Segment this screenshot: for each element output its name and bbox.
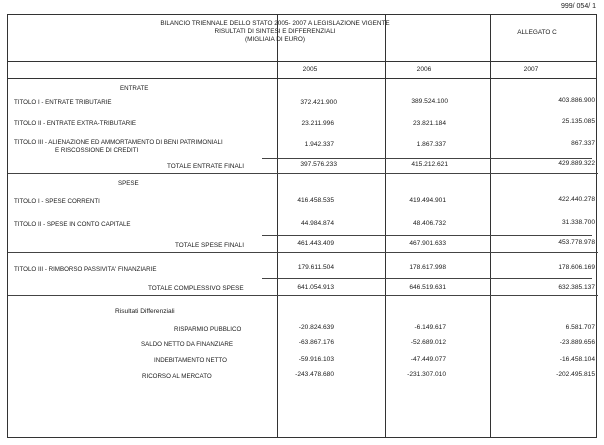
value-totale-complessivo-2007: 632.385.137	[558, 284, 595, 291]
row-label-titolo-1-entrate: TITOLO I - ENTRATE TRIBUTARIE	[14, 99, 112, 106]
row-label-totale-spese: TOTALE SPESE FINALI	[175, 242, 245, 249]
divider-after-complessivo	[8, 295, 598, 296]
year-2005: 2005	[302, 66, 318, 73]
title-line-2: RISULTATI DI SINTESI E DIFFERENZIALI	[214, 28, 336, 35]
row-label-ricorso: RICORSO AL MERCATO	[142, 373, 212, 380]
row-label-indebitamento: INDEBITAMENTO NETTO	[154, 357, 227, 364]
section-entrate: ENTRATE	[120, 85, 149, 92]
value-titolo-1-entrate-2006: 389.524.100	[411, 98, 448, 105]
value-ricorso-2006: -231.307.010	[407, 371, 446, 378]
row-label-totale-complessivo: TOTALE COMPLESSIVO SPESE	[148, 285, 244, 292]
value-risparmio-2007: 6.581.707	[565, 324, 595, 331]
value-ricorso-2007: -202.495.815	[556, 371, 595, 378]
value-titolo-1-spese-2005: 416.458.535	[297, 197, 334, 204]
value-totale-spese-2006: 467.901.633	[409, 240, 446, 247]
value-titolo-2-spese-2007: 31.338.700	[561, 219, 595, 226]
value-saldo-netto-2007: -23.889.656	[559, 339, 595, 346]
value-titolo-1-spese-2007: 422.440.278	[558, 196, 595, 203]
divider-after-spese	[8, 252, 598, 253]
years-divider	[8, 78, 596, 79]
value-indebitamento-2007: -16.458.104	[559, 356, 595, 363]
value-totale-entrate-2006: 415.212.621	[411, 161, 448, 168]
value-titolo-2-spese-2005: 44.984.874	[300, 220, 334, 227]
subtotal-line-complessivo	[262, 278, 592, 279]
column-divider-2007	[490, 15, 491, 437]
value-indebitamento-2005: -59.916.103	[298, 356, 334, 363]
value-titolo-1-entrate-2005: 372.421.900	[300, 99, 337, 106]
value-saldo-netto-2005: -63.867.176	[298, 339, 334, 346]
value-totale-entrate-2007: 429.889.322	[558, 160, 595, 167]
header-divider	[8, 61, 596, 62]
row-label-titolo-3-entrate-cont: E RISCOSSIONE DI CREDITI	[55, 147, 139, 154]
title-line-1: BILANCIO TRIENNALE DELLO STATO 2005- 2007 A LEGISLAZIONE VIGENTE	[160, 20, 390, 27]
subtotal-line-entrate	[262, 158, 592, 159]
value-titolo-1-spese-2006: 419.494.901	[409, 197, 446, 204]
value-ricorso-2005: -243.478.680	[295, 371, 334, 378]
value-totale-spese-2007: 453.778.978	[558, 239, 595, 246]
value-risparmio-2005: -20.824.639	[298, 324, 334, 331]
value-rimborso-2007: 178.606.169	[558, 264, 595, 271]
year-2006: 2006	[416, 66, 432, 73]
section-spese: SPESE	[118, 180, 139, 187]
row-label-titolo-1-spese: TITOLO I - SPESE CORRENTI	[14, 198, 100, 205]
value-rimborso-2006: 178.617.998	[409, 264, 446, 271]
document-code: 999/ 054/ 1	[560, 3, 596, 10]
row-label-titolo-2-spese: TITOLO II - SPESE IN CONTO CAPITALE	[14, 221, 131, 228]
value-titolo-3-entrate-2007: 867.337	[571, 140, 595, 147]
title-line-3: (MIGLIAIA DI EURO)	[244, 36, 305, 43]
value-titolo-2-entrate-2007: 25.135.085	[561, 118, 595, 125]
subtotal-line-spese	[262, 235, 592, 236]
report-title	[130, 20, 420, 44]
value-totale-complessivo-2006: 646.519.631	[409, 284, 446, 291]
value-totale-complessivo-2005: 641.054.913	[297, 284, 334, 291]
row-label-titolo-2-entrate: TITOLO II - ENTRATE EXTRA-TRIBUTARIE	[14, 120, 137, 127]
divider-after-entrate	[8, 173, 598, 174]
value-titolo-2-spese-2006: 48.406.732	[412, 220, 446, 227]
value-risparmio-2006: -6.149.617	[414, 324, 446, 331]
value-titolo-3-entrate-2006: 1.867.337	[416, 141, 446, 148]
value-totale-spese-2005: 461.443.409	[297, 240, 334, 247]
year-2007: 2007	[523, 66, 539, 73]
section-risultati-differenziali: Risultati Differenziali	[115, 308, 175, 315]
value-titolo-3-entrate-2005: 1.942.337	[304, 141, 334, 148]
value-rimborso-2005: 179.611.504	[297, 264, 334, 271]
row-label-saldo-netto: SALDO NETTO DA FINANZIARE	[141, 341, 234, 348]
allegato-label: ALLEGATO C	[517, 29, 557, 36]
value-titolo-1-entrate-2007: 403.886.900	[558, 97, 595, 104]
row-label-titolo-3-entrate: TITOLO III - ALIENAZIONE ED AMMORTAMENTO DI BENI PATRIMONIALI	[14, 139, 223, 146]
value-indebitamento-2006: -47.449.077	[410, 356, 446, 363]
value-totale-entrate-2005: 397.576.233	[300, 161, 337, 168]
row-label-risparmio: RISPARMIO PUBBLICO	[174, 326, 242, 333]
row-label-totale-entrate: TOTALE ENTRATE FINALI	[167, 163, 245, 170]
value-titolo-2-entrate-2005: 23.211.996	[301, 120, 334, 127]
value-titolo-2-entrate-2006: 23.821.184	[412, 120, 446, 127]
row-label-rimborso: TITOLO III - RIMBORSO PASSIVITA' FINANZIARIE	[14, 266, 157, 273]
value-saldo-netto-2006: -52.689.012	[410, 339, 446, 346]
